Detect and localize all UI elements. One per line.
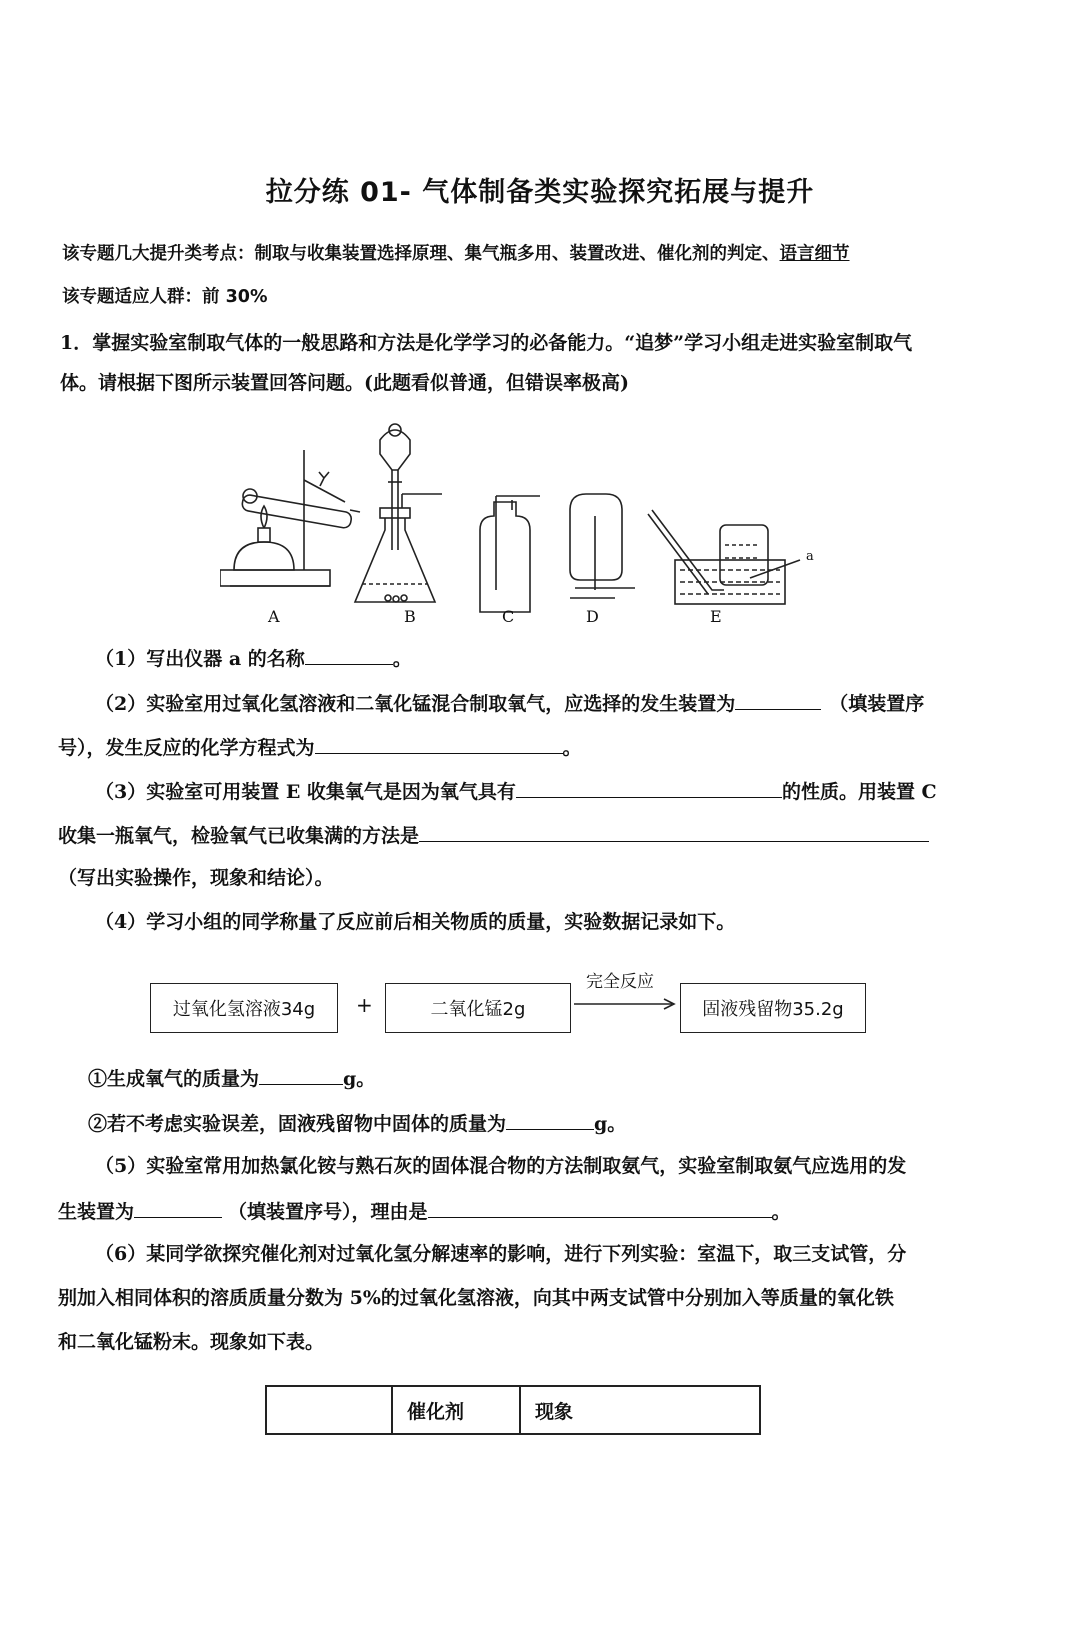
answer-blank[interactable]	[516, 777, 782, 798]
part-3-line-1: （3）实验室可用装置 E 收集氧气是因为氧气具有 的性质。用装置 C	[95, 777, 937, 805]
topics-text: 该专题几大提升类考点：制取与收集装置选择原理、集气瓶多用、装置改进、催化剂的判定、	[62, 244, 780, 264]
part-2-line-1: （2）实验室用过氧化氢溶液和二氧化锰混合制取氧气，应选择的发生装置为 （填装置序	[95, 689, 924, 717]
question-intro-1: 1．掌握实验室制取气体的一般思路和方法是化学学习的必备能力。“追梦”学习小组走进实验室制取气	[60, 332, 913, 354]
part-6-line-1: （6）某同学欲探究催化剂对过氧化氢分解速率的影响，进行下列实验：室温下，取三支试管，分	[95, 1243, 907, 1265]
answer-blank[interactable]	[428, 1197, 772, 1218]
part-3-line-2: 收集一瓶氧气，检验氧气已收集满的方法是	[58, 821, 929, 849]
apparatus-e	[648, 510, 800, 604]
table-header-cell: 现象	[520, 1386, 760, 1434]
label-d: D	[586, 607, 599, 626]
label-a: A	[268, 607, 280, 626]
answer-blank[interactable]	[419, 821, 929, 842]
label-c: C	[502, 607, 515, 626]
apparatus-d	[570, 494, 635, 598]
apparatus-figure	[220, 420, 840, 650]
part-4-sub-1: ①生成氧气的质量为 g。	[88, 1064, 375, 1092]
plus-sign: +	[356, 993, 373, 1017]
part-3-line-3: （写出实验操作，现象和结论）。	[58, 867, 334, 889]
reaction-arrow-icon	[574, 997, 678, 1011]
audience-line: 该专题适应人群：前 30%	[62, 287, 268, 307]
table-header-cell: 催化剂	[392, 1386, 520, 1434]
answer-blank[interactable]	[259, 1064, 343, 1085]
apparatus-b	[355, 424, 442, 602]
reaction-data-flow	[150, 972, 920, 1045]
arrow-label: 完全反应	[586, 972, 654, 992]
label-b: B	[404, 607, 416, 626]
answer-blank[interactable]	[134, 1197, 222, 1218]
label-instrument-a: a	[806, 549, 814, 564]
question-intro-2: 体。请根据下图所示装置回答问题。(此题看似普通，但错误率极高)	[60, 372, 629, 394]
part-5-line-1: （5）实验室常用加热氯化铵与熟石灰的固体混合物的方法制取氨气，实验室制取氨气应选用的发	[95, 1155, 907, 1177]
product-box-residue: 固液残留物35.2g	[680, 983, 866, 1033]
part-1: （1）写出仪器 a 的名称 。	[95, 644, 412, 672]
part-4-sub-2: ②若不考虑实验误差，固液残留物中固体的质量为 g。	[88, 1109, 626, 1137]
topics-underlined: 语言细节	[779, 244, 850, 264]
answer-blank[interactable]	[305, 644, 393, 665]
reactant-box-hydrogen-peroxide: 过氧化氢溶液34g	[150, 983, 338, 1033]
topics-line	[62, 241, 850, 267]
answer-blank[interactable]	[315, 733, 563, 754]
part-6-line-3: 和二氧化锰粉末。现象如下表。	[58, 1331, 325, 1353]
apparatus-c	[480, 496, 540, 612]
apparatus-a	[220, 450, 360, 586]
page-title: 拉分练 01- 气体制备类实验探究拓展与提升	[265, 177, 815, 208]
table-header-row	[266, 1386, 760, 1434]
part-6-line-2: 别加入相同体积的溶质质量分数为 5%的过氧化氢溶液，向其中两支试管中分别加入等质量的氧化铁	[58, 1287, 894, 1309]
reactant-box-manganese-dioxide: 二氧化锰2g	[385, 983, 571, 1033]
answer-blank[interactable]	[506, 1109, 594, 1130]
part-4: （4）学习小组的同学称量了反应前后相关物质的质量，实验数据记录如下。	[95, 911, 736, 933]
part-2-line-2: 号），发生反应的化学方程式为 。	[58, 733, 582, 761]
label-e: E	[710, 607, 722, 626]
observation-table	[265, 1385, 761, 1435]
part-5-line-2: 生装置为 （填装置序号），理由是 。	[58, 1197, 791, 1225]
answer-blank[interactable]	[735, 689, 821, 710]
table-header-cell	[266, 1386, 392, 1434]
